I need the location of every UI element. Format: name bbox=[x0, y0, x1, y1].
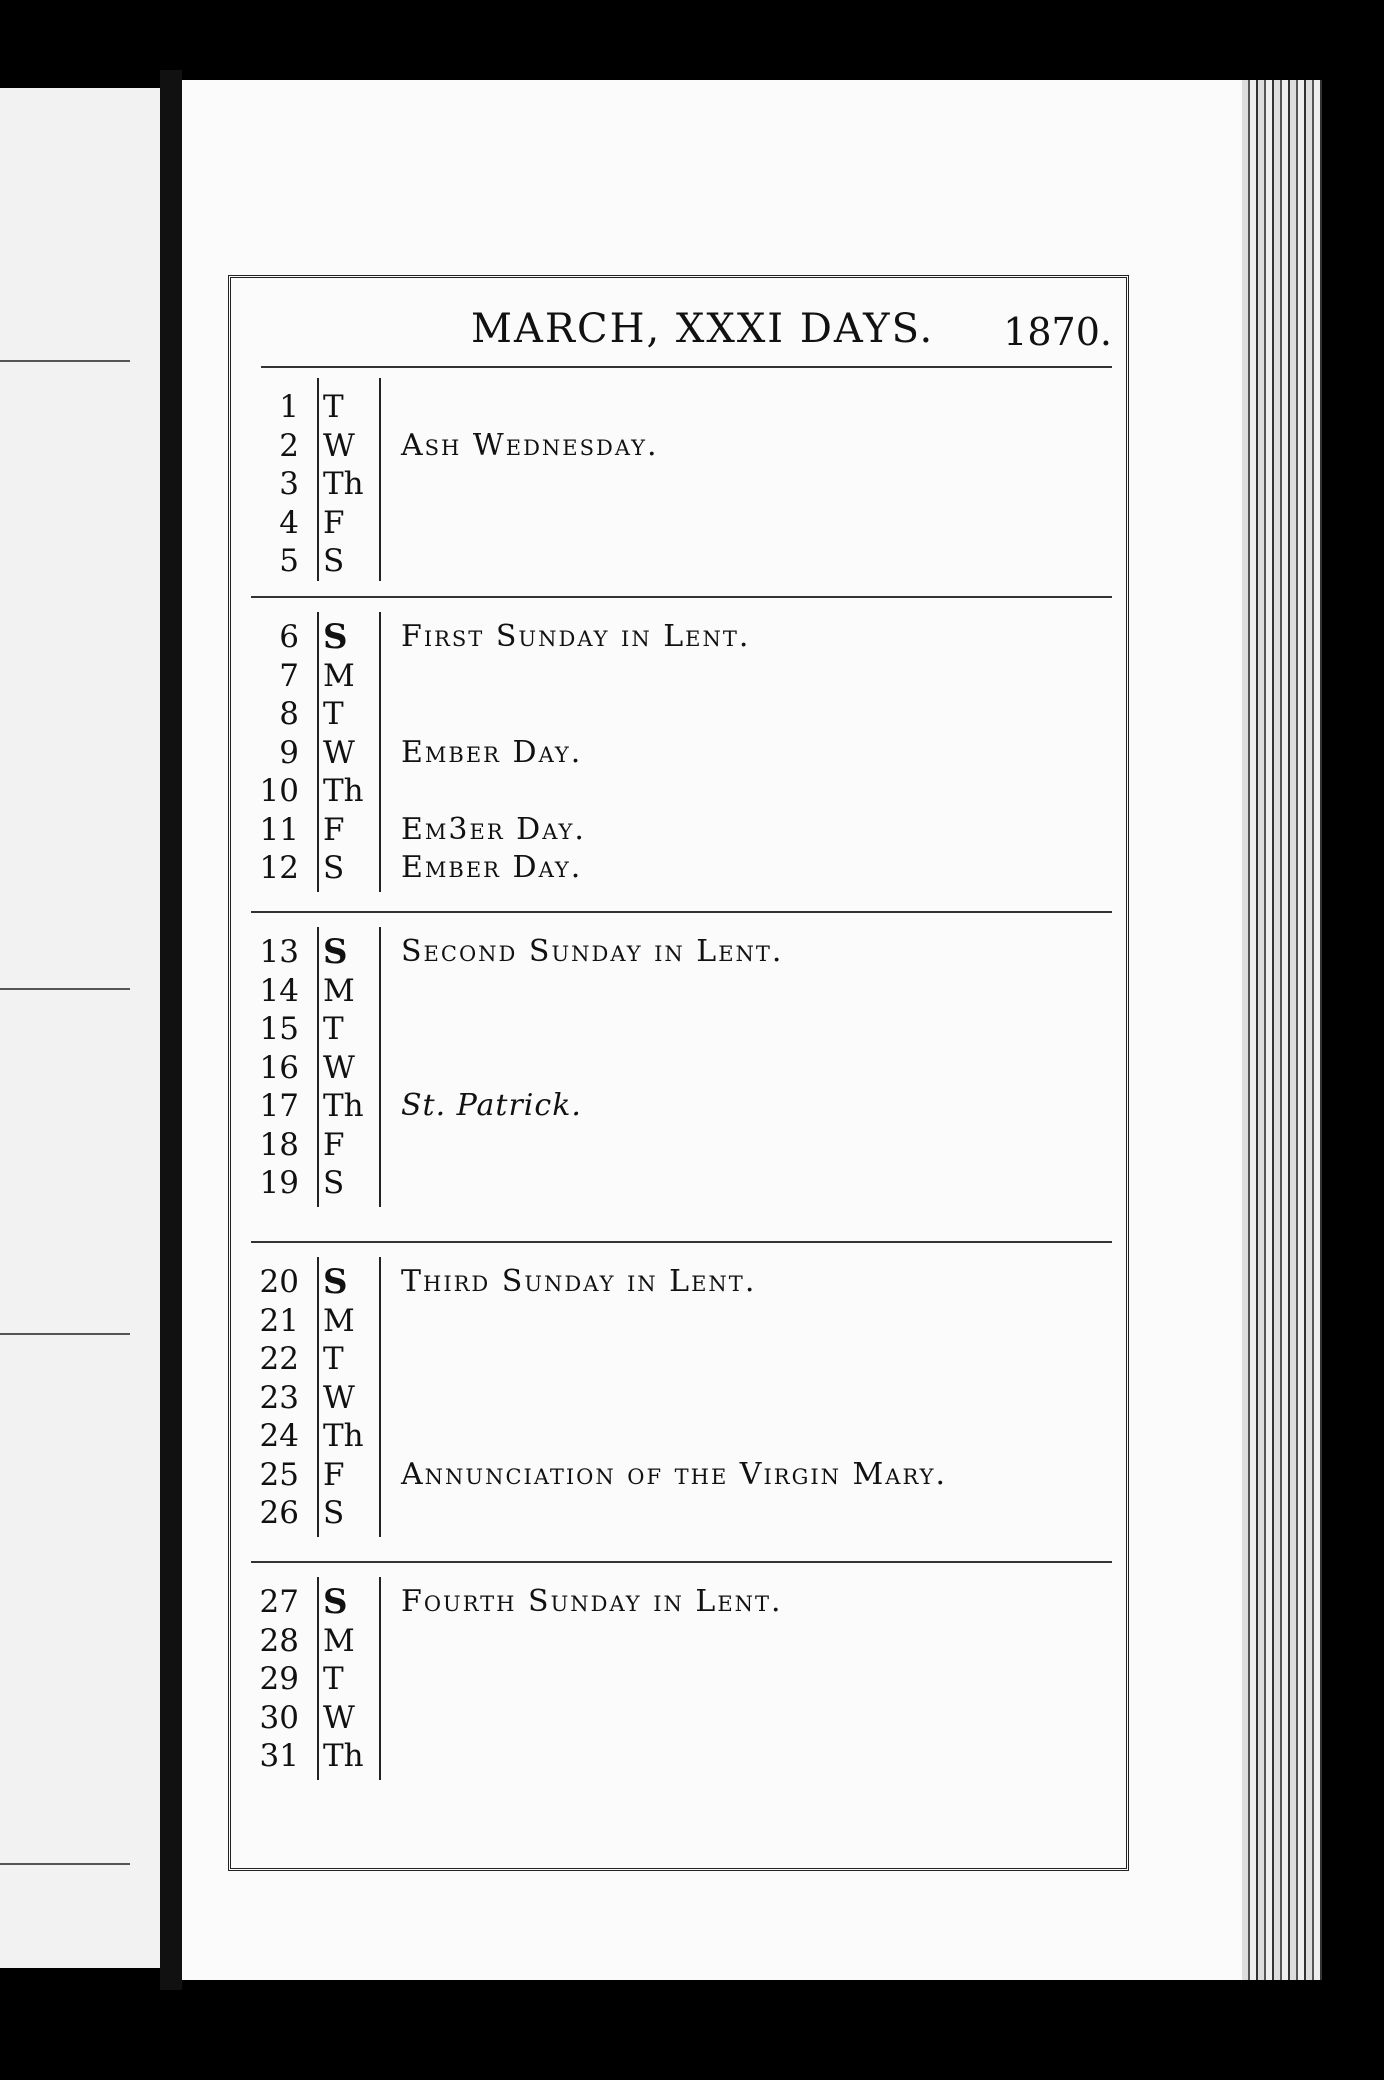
day-row bbox=[231, 1126, 1126, 1164]
weekday-letter: T bbox=[323, 696, 344, 732]
weekday-letter: Th bbox=[323, 1418, 364, 1454]
day-event: Ash Wednesday. bbox=[401, 427, 659, 463]
weekday-letter: S bbox=[323, 1165, 345, 1201]
day-row bbox=[231, 933, 1126, 971]
weekday-letter: W bbox=[323, 1699, 355, 1736]
weekday-letter: W bbox=[323, 1379, 355, 1416]
day-row bbox=[231, 1660, 1126, 1698]
sunday-mark: S bbox=[323, 1582, 348, 1622]
week-rule bbox=[251, 911, 1112, 913]
left-page-rule bbox=[0, 988, 130, 990]
day-number: 6 bbox=[279, 619, 299, 655]
day-number: 13 bbox=[259, 934, 299, 970]
day-row bbox=[231, 542, 1126, 580]
day-event: Fourth Sunday in Lent. bbox=[401, 1584, 783, 1619]
day-number: 30 bbox=[259, 1699, 299, 1736]
day-number: 21 bbox=[259, 1302, 299, 1339]
day-row bbox=[231, 1049, 1126, 1087]
day-number: 18 bbox=[259, 1126, 299, 1163]
weekday-letter: W bbox=[323, 734, 355, 771]
page-title: MARCH, XXXI DAYS. bbox=[471, 306, 935, 352]
weekday-letter: T bbox=[323, 1661, 344, 1697]
day-number: 24 bbox=[259, 1418, 299, 1454]
weekday-letter: T bbox=[323, 389, 344, 425]
weekday-letter: W bbox=[323, 1049, 355, 1086]
day-number: 28 bbox=[259, 1622, 299, 1659]
day-event: St. Patrick. bbox=[401, 1088, 582, 1123]
day-row bbox=[231, 1379, 1126, 1417]
calendar-frame bbox=[228, 275, 1129, 1871]
day-number: 3 bbox=[279, 466, 299, 502]
left-page bbox=[0, 88, 163, 1968]
week-rule bbox=[251, 1241, 1112, 1243]
day-number: 20 bbox=[259, 1264, 299, 1300]
page-year: 1870. bbox=[1003, 310, 1112, 354]
weekday-letter: F bbox=[323, 1456, 345, 1493]
day-number: 1 bbox=[279, 389, 299, 425]
day-row bbox=[231, 1087, 1126, 1125]
day-row bbox=[231, 1417, 1126, 1455]
day-row bbox=[231, 1164, 1126, 1202]
day-event: Ember Day. bbox=[401, 734, 583, 770]
week-block bbox=[231, 618, 1126, 908]
day-event: Annunciation of the Virgin Mary. bbox=[401, 1456, 948, 1492]
weekday-letter: F bbox=[323, 504, 345, 541]
day-row bbox=[231, 504, 1126, 542]
left-page-rule bbox=[0, 1333, 130, 1335]
weekday-letter: F bbox=[323, 1126, 345, 1163]
day-number: 29 bbox=[259, 1661, 299, 1697]
day-event: Ember Day. bbox=[401, 850, 583, 885]
day-number: 7 bbox=[279, 657, 299, 694]
day-row bbox=[231, 1010, 1126, 1048]
day-row bbox=[231, 734, 1126, 772]
sunday-mark: S bbox=[323, 1262, 348, 1302]
day-row bbox=[231, 695, 1126, 733]
day-number: 16 bbox=[259, 1049, 299, 1086]
weekday-letter: Th bbox=[323, 1738, 364, 1774]
weekday-letter: S bbox=[323, 1495, 345, 1531]
weekday-letter: M bbox=[323, 1622, 355, 1659]
weekday-letter: Th bbox=[323, 773, 364, 809]
day-number: 8 bbox=[279, 696, 299, 732]
day-number: 10 bbox=[259, 773, 299, 809]
day-number: 31 bbox=[259, 1738, 299, 1774]
sunday-mark: S bbox=[323, 932, 348, 972]
left-page-rule bbox=[0, 360, 130, 362]
day-row bbox=[231, 427, 1126, 465]
day-number: 2 bbox=[279, 427, 299, 464]
day-row bbox=[231, 1302, 1126, 1340]
week-block bbox=[231, 1263, 1126, 1553]
day-number: 15 bbox=[259, 1011, 299, 1047]
day-event: Em3er Day. bbox=[401, 811, 586, 847]
day-row bbox=[231, 849, 1126, 887]
week-block bbox=[231, 388, 1126, 601]
week-block bbox=[231, 1583, 1126, 1796]
day-row bbox=[231, 1622, 1126, 1660]
day-number: 19 bbox=[259, 1165, 299, 1201]
weekday-letter: T bbox=[323, 1341, 344, 1377]
day-row bbox=[231, 1494, 1126, 1532]
page-edges bbox=[1242, 80, 1322, 1980]
day-number: 9 bbox=[279, 734, 299, 771]
book-gutter bbox=[160, 70, 182, 1990]
day-event: Second Sunday in Lent. bbox=[401, 934, 784, 969]
day-row bbox=[231, 657, 1126, 695]
day-number: 26 bbox=[259, 1495, 299, 1531]
day-number: 14 bbox=[259, 972, 299, 1009]
day-number: 12 bbox=[259, 850, 299, 886]
day-number: 27 bbox=[259, 1584, 299, 1620]
day-row bbox=[231, 772, 1126, 810]
weekday-letter: M bbox=[323, 657, 355, 694]
day-row bbox=[231, 811, 1126, 849]
day-number: 11 bbox=[259, 811, 299, 848]
week-rule bbox=[251, 1561, 1112, 1563]
header-rule bbox=[261, 366, 1112, 368]
day-row bbox=[231, 1737, 1126, 1775]
week-block bbox=[231, 933, 1126, 1223]
weekday-letter: F bbox=[323, 811, 345, 848]
weekday-letter: M bbox=[323, 1302, 355, 1339]
day-row bbox=[231, 388, 1126, 426]
day-event: Third Sunday in Lent. bbox=[401, 1264, 757, 1299]
day-row bbox=[231, 1340, 1126, 1378]
day-number: 5 bbox=[279, 543, 299, 579]
weekday-letter: W bbox=[323, 427, 355, 464]
weekday-letter: S bbox=[323, 543, 345, 579]
day-number: 4 bbox=[279, 504, 299, 541]
weekday-letter: T bbox=[323, 1011, 344, 1047]
day-number: 22 bbox=[259, 1341, 299, 1377]
weekday-letter: Th bbox=[323, 1088, 364, 1124]
week-rule bbox=[251, 596, 1112, 598]
day-row bbox=[231, 1263, 1126, 1301]
day-number: 23 bbox=[259, 1379, 299, 1416]
weekday-letter: S bbox=[323, 850, 345, 886]
day-number: 17 bbox=[259, 1088, 299, 1124]
sunday-mark: S bbox=[323, 617, 348, 657]
day-event: First Sunday in Lent. bbox=[401, 619, 751, 654]
weekday-letter: Th bbox=[323, 466, 364, 502]
day-row bbox=[231, 1456, 1126, 1494]
day-number: 25 bbox=[259, 1456, 299, 1493]
day-row bbox=[231, 1699, 1126, 1737]
calendar-header bbox=[231, 306, 1126, 356]
day-row bbox=[231, 465, 1126, 503]
day-row bbox=[231, 1583, 1126, 1621]
left-page-rule bbox=[0, 1863, 130, 1865]
day-row bbox=[231, 618, 1126, 656]
weekday-letter: M bbox=[323, 972, 355, 1009]
day-row bbox=[231, 972, 1126, 1010]
